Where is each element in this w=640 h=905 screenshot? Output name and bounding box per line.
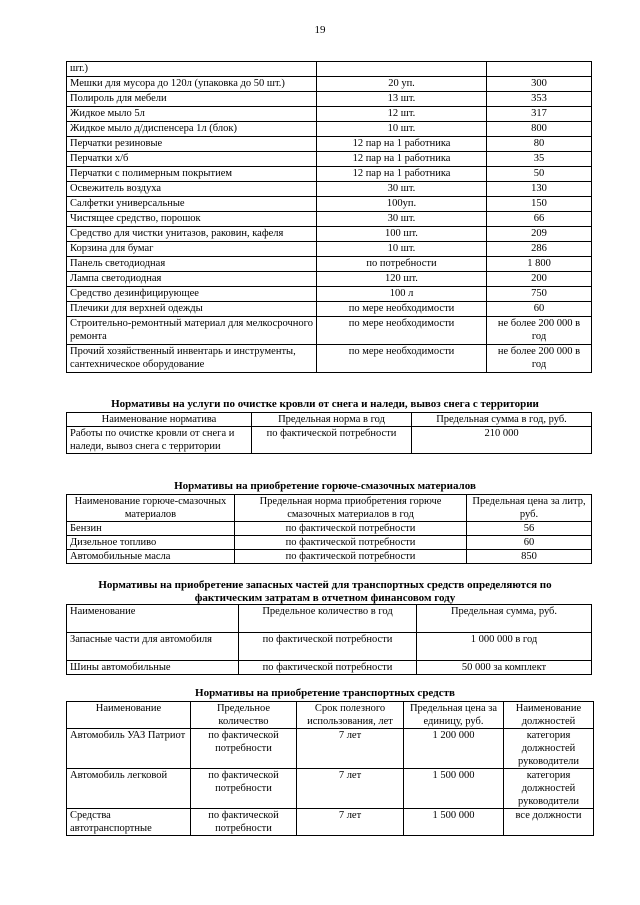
table-header: Предельная цена за единицу, руб. bbox=[404, 702, 504, 729]
table-cell: Полироль для мебели bbox=[67, 92, 317, 107]
table-cell: по фактической потребности bbox=[239, 661, 417, 675]
table-cell: Лампа светодиодная bbox=[67, 272, 317, 287]
table-cell: 317 bbox=[487, 107, 592, 122]
table-cell: Панель светодиодная bbox=[67, 257, 317, 272]
table-cell: 20 уп. bbox=[317, 77, 487, 92]
table-row bbox=[67, 661, 592, 675]
table-cell: 56 bbox=[467, 522, 592, 536]
table-header-row bbox=[67, 605, 592, 633]
table-cell: по фактической потребности bbox=[235, 536, 467, 550]
table-row bbox=[67, 522, 592, 536]
table-cell: 10 шт. bbox=[317, 242, 487, 257]
table-cell: Мешки для мусора до 120л (упаковка до 50 шт.) bbox=[67, 77, 317, 92]
table-cell: по фактической потребности bbox=[235, 522, 467, 536]
table-row bbox=[67, 152, 592, 167]
section-title: Нормативы на услуги по очистке кровли от снега и наледи, вывоз снега с территории bbox=[111, 398, 539, 410]
table-cell: 286 bbox=[487, 242, 592, 257]
table-cell: 12 пар на 1 работника bbox=[317, 137, 487, 152]
table-cell: 50 000 за комплект bbox=[417, 661, 592, 675]
table-cell: 12 пар на 1 работника bbox=[317, 167, 487, 182]
table-row bbox=[67, 317, 592, 345]
table-cell: по фактической потребности bbox=[191, 769, 297, 809]
table-cell: 12 пар на 1 работника bbox=[317, 152, 487, 167]
table-cell: категория должностей руководители bbox=[504, 729, 594, 769]
table-row bbox=[67, 769, 594, 809]
table-header: Предельное количество bbox=[191, 702, 297, 729]
table-cell: Плечики для верхней одежды bbox=[67, 302, 317, 317]
table-cell: категория должностей руководители bbox=[504, 769, 594, 809]
table-cell: 100 л bbox=[317, 287, 487, 302]
table-header-row bbox=[67, 702, 594, 729]
table-cell: Автомобиль легковой bbox=[67, 769, 191, 809]
table-cell: 1 200 000 bbox=[404, 729, 504, 769]
table-header: Наименование должностей bbox=[504, 702, 594, 729]
table-header: Наименование горюче-смазочных материалов bbox=[67, 495, 235, 522]
page-number: 19 bbox=[314, 24, 326, 36]
table-cell: 10 шт. bbox=[317, 122, 487, 137]
table-cell: 35 bbox=[487, 152, 592, 167]
table-header: Срок полезного использования, лет bbox=[297, 702, 404, 729]
table-cell: по фактической потребности bbox=[235, 550, 467, 564]
table-cell: Автомобильные масла bbox=[67, 550, 235, 564]
table-cell: 60 bbox=[487, 302, 592, 317]
table-cell: шт.) bbox=[67, 62, 317, 77]
table-cell: по потребности bbox=[317, 257, 487, 272]
table-cell: 1 500 000 bbox=[404, 809, 504, 836]
table-cell: 353 bbox=[487, 92, 592, 107]
consumables-table bbox=[66, 61, 592, 373]
table-cell: Средство для чистки унитазов, раковин, кафеля bbox=[67, 227, 317, 242]
table-cell bbox=[317, 62, 487, 77]
table-row bbox=[67, 809, 594, 836]
table-cell: 800 bbox=[487, 122, 592, 137]
table-header: Наименование bbox=[67, 605, 239, 633]
table-cell: все должности bbox=[504, 809, 594, 836]
table-header: Наименование bbox=[67, 702, 191, 729]
table-cell: Автомобиль УАЗ Патриот bbox=[67, 729, 191, 769]
table-header-row bbox=[67, 413, 592, 427]
table-cell: Перчатки с полимерным покрытием bbox=[67, 167, 317, 182]
table-cell bbox=[487, 62, 592, 77]
table-cell: 200 bbox=[487, 272, 592, 287]
table-cell: 850 bbox=[467, 550, 592, 564]
table-row bbox=[67, 92, 592, 107]
table-row bbox=[67, 427, 592, 454]
table-cell: 210 000 bbox=[412, 427, 592, 454]
table-row bbox=[67, 107, 592, 122]
table-row bbox=[67, 62, 592, 77]
section-title: Нормативы на приобретение горюче-смазочных материалов bbox=[174, 480, 476, 492]
table-cell: по мере необходимости bbox=[317, 302, 487, 317]
table-cell: Средства автотранспортные bbox=[67, 809, 191, 836]
table-row bbox=[67, 729, 594, 769]
table-cell: Запасные части для автомобиля bbox=[67, 633, 239, 661]
table-cell: 1 500 000 bbox=[404, 769, 504, 809]
roof-table bbox=[66, 412, 592, 454]
table-cell: Работы по очистке кровли от снега и наледи, вывоз снега с территории bbox=[67, 427, 252, 454]
table-row bbox=[67, 227, 592, 242]
table-cell: 7 лет bbox=[297, 809, 404, 836]
section-title: Нормативы на приобретение транспортных средств bbox=[195, 687, 455, 699]
table-cell: 130 bbox=[487, 182, 592, 197]
table-row bbox=[67, 257, 592, 272]
table-header: Предельная норма приобретения горюче смазочных материалов в год bbox=[235, 495, 467, 522]
table-cell: 1 800 bbox=[487, 257, 592, 272]
table-header: Предельная сумма в год, руб. bbox=[412, 413, 592, 427]
table-cell: Средство дезинфицирующее bbox=[67, 287, 317, 302]
table-row bbox=[67, 536, 592, 550]
table-cell: Перчатки х/б bbox=[67, 152, 317, 167]
table-row bbox=[67, 182, 592, 197]
table-header: Предельная сумма, руб. bbox=[417, 605, 592, 633]
table-cell: Прочий хозяйственный инвентарь и инструменты, сантехническое оборудование bbox=[67, 345, 317, 373]
table-cell: по мере необходимости bbox=[317, 317, 487, 345]
table-cell: 30 шт. bbox=[317, 182, 487, 197]
table-cell: Жидкое мыло 5л bbox=[67, 107, 317, 122]
fuel-table bbox=[66, 494, 592, 564]
table-row bbox=[67, 197, 592, 212]
table-cell: 7 лет bbox=[297, 769, 404, 809]
table-cell: Корзина для бумаг bbox=[67, 242, 317, 257]
table-cell: Строительно-ремонтный материал для мелкосрочного ремонта bbox=[67, 317, 317, 345]
table-cell: Чистящее средство, порошок bbox=[67, 212, 317, 227]
table-cell: 750 bbox=[487, 287, 592, 302]
table-cell: 7 лет bbox=[297, 729, 404, 769]
table-cell: 209 bbox=[487, 227, 592, 242]
table-cell: 12 шт. bbox=[317, 107, 487, 122]
table-cell: Дизельное топливо bbox=[67, 536, 235, 550]
table-cell: по мере необходимости bbox=[317, 345, 487, 373]
table-cell: 30 шт. bbox=[317, 212, 487, 227]
table-cell: 100уп. bbox=[317, 197, 487, 212]
table-row bbox=[67, 272, 592, 287]
table-header: Предельная цена за литр, руб. bbox=[467, 495, 592, 522]
table-cell: Освежитель воздуха bbox=[67, 182, 317, 197]
table-cell: по фактической потребности bbox=[239, 633, 417, 661]
table-cell: 80 bbox=[487, 137, 592, 152]
section-title: Нормативы на приобретение запасных частей для транспортных средств определяются по фактическим затратам в отчетном финансовом году bbox=[98, 579, 552, 604]
table-cell: по фактической потребности bbox=[191, 809, 297, 836]
table-cell: не более 200 000 в год bbox=[487, 317, 592, 345]
table-cell: 13 шт. bbox=[317, 92, 487, 107]
table-cell: Перчатки резиновые bbox=[67, 137, 317, 152]
table-cell: 66 bbox=[487, 212, 592, 227]
table-row bbox=[67, 122, 592, 137]
table-row bbox=[67, 302, 592, 317]
table-cell: Жидкое мыло д/диспенсера 1л (блок) bbox=[67, 122, 317, 137]
table-row bbox=[67, 287, 592, 302]
table-row bbox=[67, 550, 592, 564]
table-cell: Шины автомобильные bbox=[67, 661, 239, 675]
table-row bbox=[67, 77, 592, 92]
table-cell: 1 000 000 в год bbox=[417, 633, 592, 661]
table-row bbox=[67, 633, 592, 661]
table-header-row bbox=[67, 495, 592, 522]
table-row bbox=[67, 167, 592, 182]
table-header: Наименование норматива bbox=[67, 413, 252, 427]
table-header: Предельное количество в год bbox=[239, 605, 417, 633]
table-cell: 50 bbox=[487, 167, 592, 182]
table-cell: 300 bbox=[487, 77, 592, 92]
table-cell: 60 bbox=[467, 536, 592, 550]
table-row bbox=[67, 137, 592, 152]
table-cell: по фактической потребности bbox=[252, 427, 412, 454]
table-row bbox=[67, 212, 592, 227]
table-header: Предельная норма в год bbox=[252, 413, 412, 427]
table-cell: 150 bbox=[487, 197, 592, 212]
table-cell: не более 200 000 в год bbox=[487, 345, 592, 373]
table-cell: 120 шт. bbox=[317, 272, 487, 287]
table-row bbox=[67, 242, 592, 257]
table-cell: Салфетки универсальные bbox=[67, 197, 317, 212]
table-cell: по фактической потребности bbox=[191, 729, 297, 769]
table-cell: Бензин bbox=[67, 522, 235, 536]
table-row bbox=[67, 345, 592, 373]
table-cell: 100 шт. bbox=[317, 227, 487, 242]
parts-table bbox=[66, 604, 592, 675]
vehicles-table bbox=[66, 701, 594, 836]
